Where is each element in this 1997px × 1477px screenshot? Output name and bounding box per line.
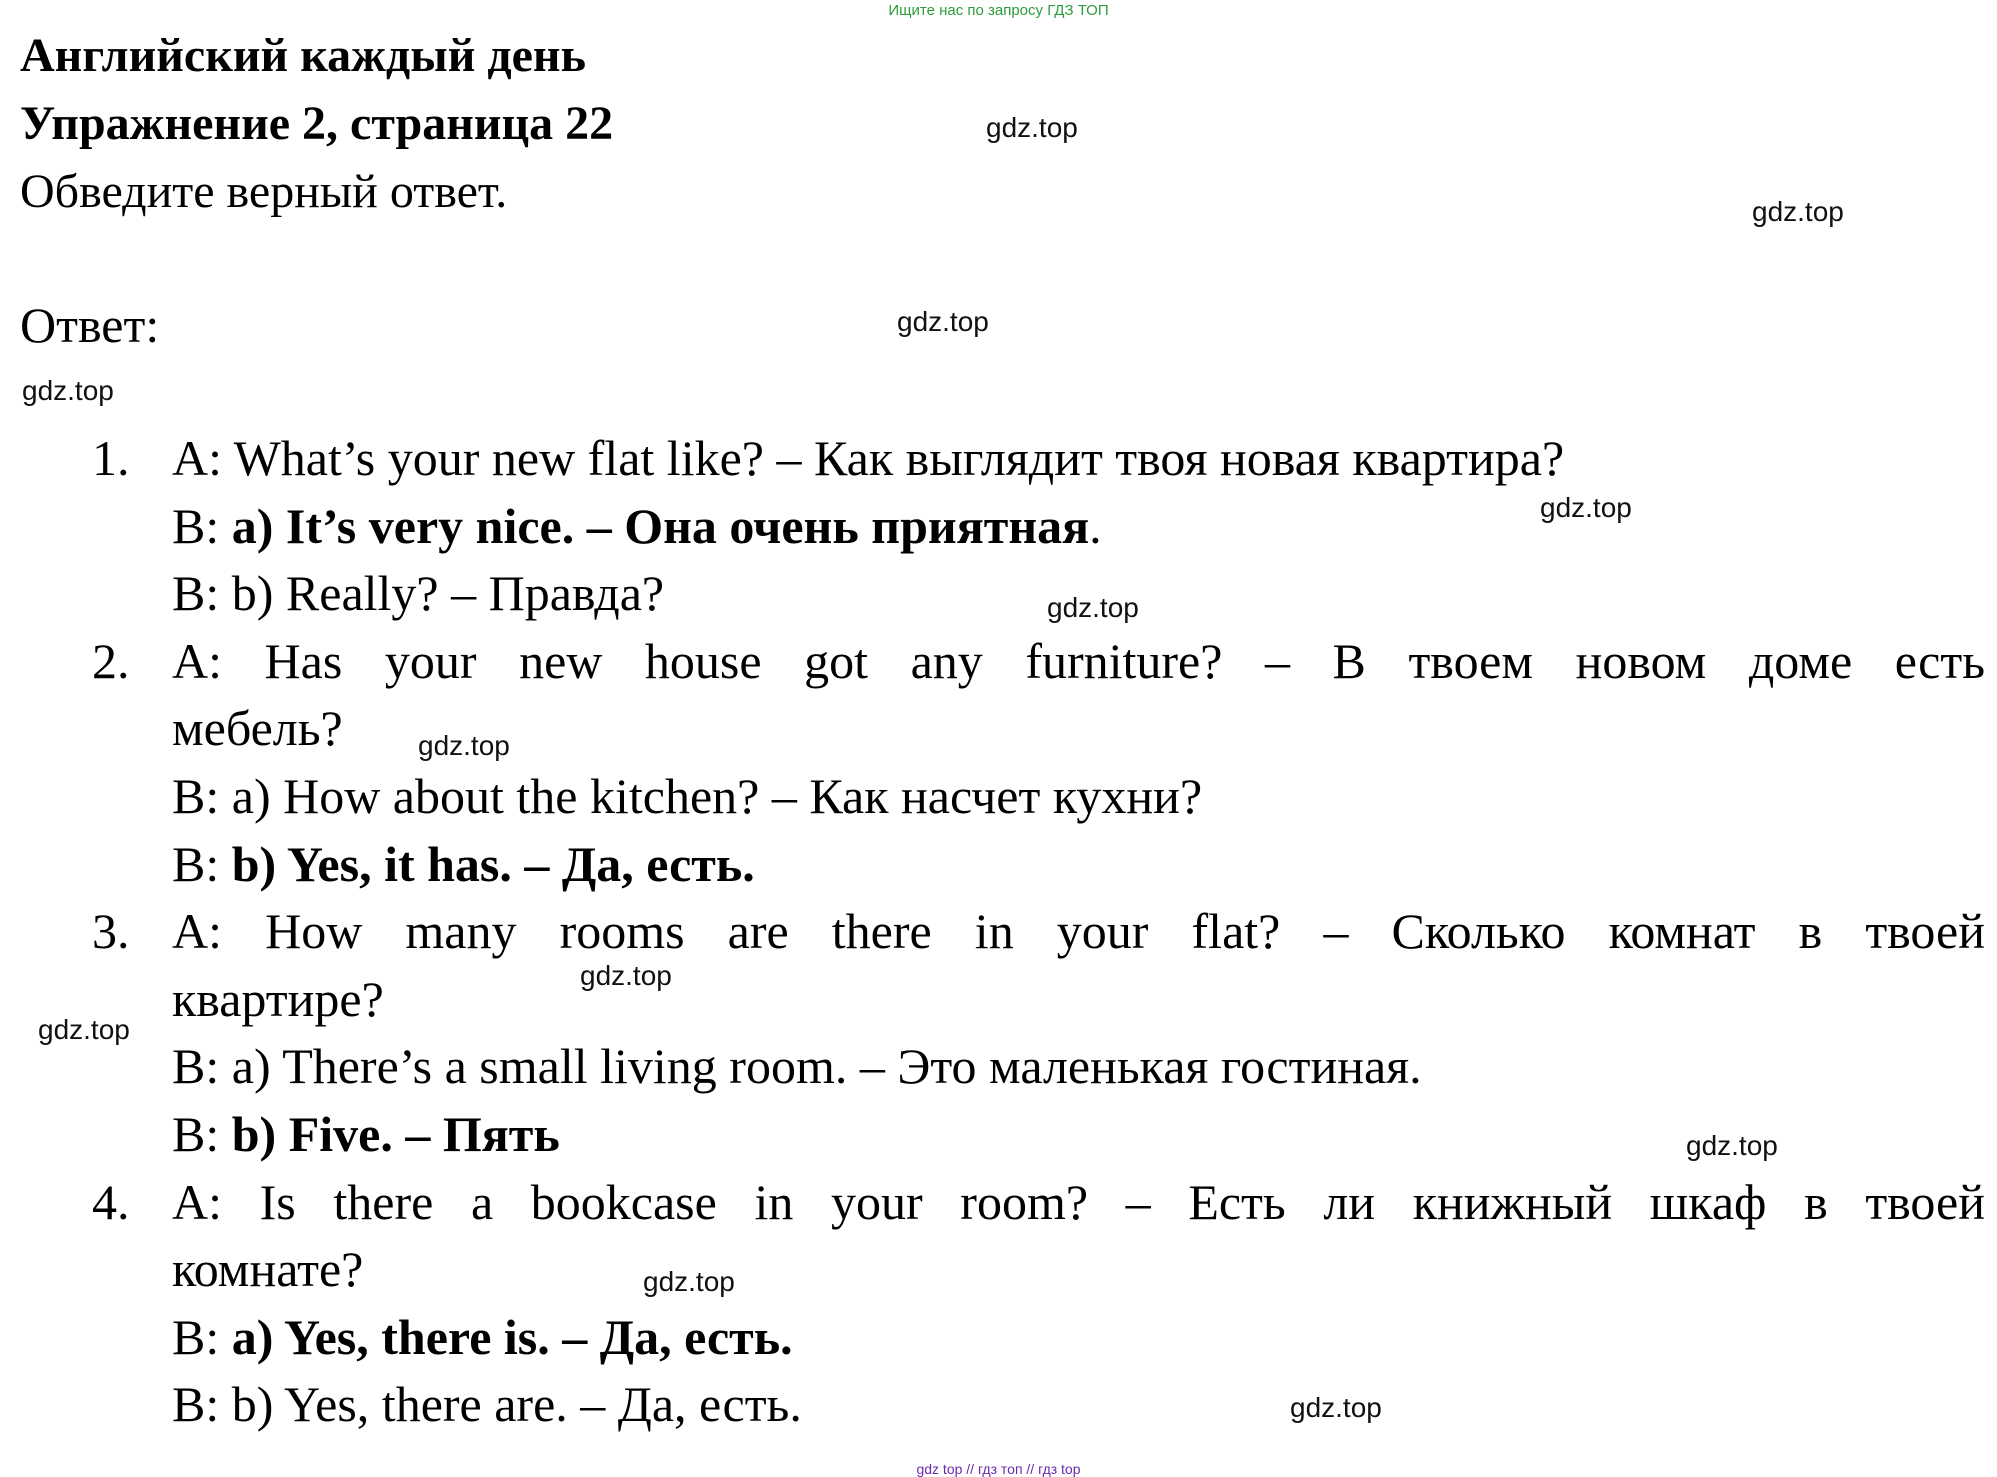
wrong-answer: a) How about the kitchen? – Как насчет кухни? xyxy=(231,767,1203,824)
watermark: gdz.top xyxy=(418,730,510,761)
question-line xyxy=(92,425,1985,493)
question-line xyxy=(92,898,1985,966)
question-text: A: Is there a bookcase in your room? – Есть ли книжный шкаф в твоей xyxy=(172,1173,1985,1230)
answer-prefix: B: xyxy=(172,767,232,824)
question-text: A: What’s your new flat like? – Как выглядит твоя новая квартира? xyxy=(172,430,1565,486)
question-text: A: Has your new house got any furniture? – В твоем новом доме есть xyxy=(172,632,1985,689)
answer-prefix: B: xyxy=(172,1376,232,1433)
watermark: gdz.top xyxy=(897,306,989,337)
correct-answer: b) Yes, it has. – Да, есть. xyxy=(231,835,755,892)
watermark: gdz.top xyxy=(38,1014,130,1045)
question-text-cont: мебель? xyxy=(172,700,343,757)
answer-line xyxy=(92,831,1985,899)
answer-label: Ответ: xyxy=(20,297,160,353)
answer-line xyxy=(92,1371,1985,1439)
page-title: Английский каждый день xyxy=(20,29,586,82)
watermark: gdz.top xyxy=(1686,1130,1778,1161)
watermark: gdz.top xyxy=(1290,1392,1382,1423)
answer-prefix: B: xyxy=(172,1308,232,1365)
answer-prefix: B: xyxy=(172,1105,232,1162)
wrong-answer: a) There’s a small living room. – Это маленькая гостиная. xyxy=(231,1038,1422,1095)
question-text-cont: комнате? xyxy=(172,1241,364,1298)
header xyxy=(20,22,613,226)
watermark: gdz.top xyxy=(580,960,672,991)
answer-prefix: B: xyxy=(172,1038,232,1095)
answer-list xyxy=(92,425,1985,1439)
question-text: A: How many rooms are there in your flat? – Сколько комнат в твоей xyxy=(172,903,1985,960)
correct-answer: a) It’s very nice. – Она очень приятная xyxy=(231,497,1090,554)
question-continuation xyxy=(92,966,1985,1034)
top-banner: Ищите нас по запросу ГДЗ ТОП xyxy=(888,2,1109,19)
question-line xyxy=(92,1169,1985,1237)
answer-prefix: B: xyxy=(172,565,232,622)
watermark: gdz.top xyxy=(1752,196,1844,227)
instruction: Обведите верный ответ. xyxy=(20,165,508,218)
answer-line xyxy=(92,560,1985,628)
watermark: gdz.top xyxy=(986,112,1078,143)
watermark: gdz.top xyxy=(1047,592,1139,623)
wrong-answer: b) Really? – Правда? xyxy=(231,565,665,622)
exercise-heading: Упражнение 2, страница 22 xyxy=(20,97,614,150)
question-line xyxy=(92,628,1985,696)
answer-line xyxy=(92,763,1985,831)
question-continuation xyxy=(92,695,1985,763)
wrong-answer: b) Yes, there are. – Да, есть. xyxy=(231,1376,802,1433)
watermark: gdz.top xyxy=(1540,492,1632,523)
correct-answer: b) Five. – Пять xyxy=(231,1105,560,1162)
answer-line xyxy=(92,1033,1985,1101)
watermark: gdz.top xyxy=(22,375,114,406)
question-number: 2. xyxy=(92,632,130,689)
answer-suffix: . xyxy=(1089,497,1102,554)
question-number: 1. xyxy=(92,430,130,486)
answer-line xyxy=(92,493,1985,561)
question-number: 4. xyxy=(92,1173,130,1230)
question-text-cont: квартире? xyxy=(172,970,384,1027)
question-number: 3. xyxy=(92,903,130,960)
question-continuation xyxy=(92,1236,1985,1304)
answer-prefix: B: xyxy=(172,497,232,554)
answer-prefix: B: xyxy=(172,835,232,892)
correct-answer: a) Yes, there is. – Да, есть. xyxy=(231,1308,793,1365)
watermark: gdz.top xyxy=(643,1266,735,1297)
answer-line xyxy=(92,1304,1985,1372)
bottom-banner: gdz top // гдз топ // гдз top xyxy=(916,1461,1081,1477)
